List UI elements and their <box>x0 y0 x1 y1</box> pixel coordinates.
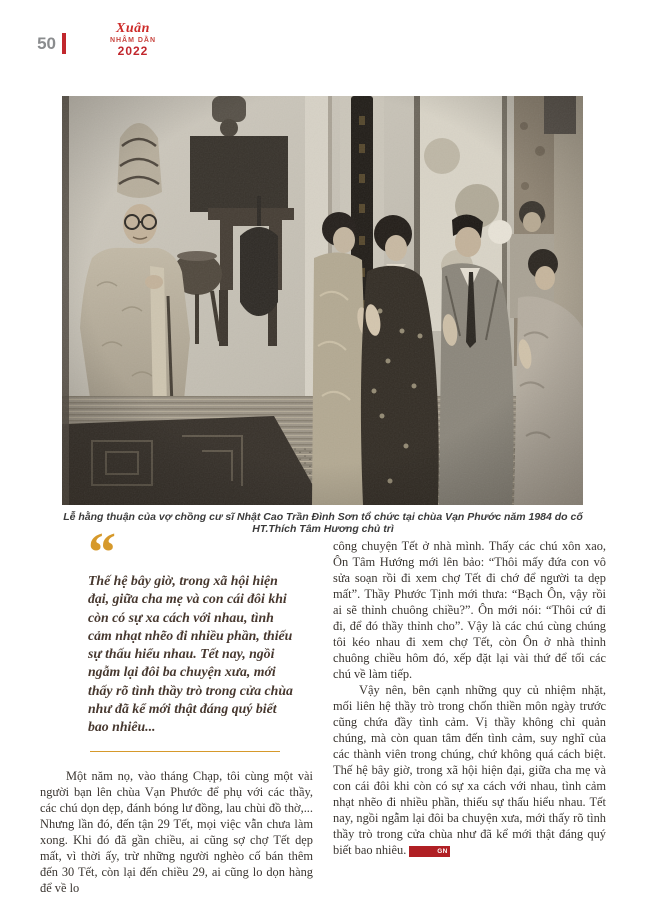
body-paragraph-right-1: công chuyện Tết ở nhà mình. Thấy các chú xôn xao, Ôn Tâm Hướng mới lên bảo: “Thôi mấy đứa con vô sửa soạn rồi đi xem chợ Tết đi chớ để người ta dẹp mất”. Thầy Phước Tịnh mới thưa: “Bạch Ôn, vậy rồi ai sẽ thỉnh chuông chiều?”. Ôn mới nói: “Thôi cứ đi đi, để đó thầy thỉnh cho”. Vậy là các chú cùng chúng tôi kéo nhau đi xem chợ Tết, còn Ôn ở nhà thỉnh chuông chiều hôm đó, xếp đặt lại vài thứ để tối các chú về làm tiếp. <box>333 539 606 681</box>
issue-logo <box>92 22 174 57</box>
quote-marks-icon: “ <box>88 522 116 584</box>
logo-year: 2022 <box>117 44 149 58</box>
body-paragraph-right-2-text: Vậy nên, bên cạnh những quy củ nhiệm nhặt, mối liên hệ thầy trò trong chốn thiền môn ngày trước cũng chứa đầy tình cảm. Vị thầy không chỉ quản chúng, mà còn quan tâm đến tình cảm, suy nghĩ của các thành viên trong chúng, chứ không quá cách biệt. Thế hệ bây giờ, trong xã hội hiện đại, giữa cha mẹ và con cái đôi khi còn có sự xa cách với nhau, tình cảm nhạt nhẽo đi nhiều phần, thiếu sự thấu hiểu nhau. Tết nay, ngồi ngẫm lại đôi ba chuyện xưa, mới thấy rõ tình thầy trò trong cửa chùa như đã kể mới thật đáng quý biết bao nhiêu. <box>333 683 606 857</box>
photo-caption: Lễ hằng thuận của vợ chồng cư sĩ Nhật Cao Trần Đình Sơn tổ chức tại chùa Vạn Phước năm 1984 do cố HT.Thích Tâm Hương chủ trì <box>63 511 583 535</box>
quote-divider <box>90 751 280 752</box>
logo-xuan: Xuân <box>116 21 150 36</box>
ceremony-photo-art <box>62 96 583 505</box>
right-column <box>333 538 606 896</box>
pull-quote-text: Thế hệ bây giờ, trong xã hội hiện đại, giữa cha mẹ và con cái đôi khi còn có sự xa cách với nhau, tình cảm nhạt nhẽo đi nhiều phần, thiếu sự thấu hiểu nhau. Tết nay, ngồi ngẫm lại đôi ba chuyện xưa, mới thấy rõ tình thầy trò trong cửa chùa như đã kể mới thật đáng quý biết bao nhiêu... <box>88 573 293 735</box>
pull-quote <box>88 522 294 752</box>
left-column <box>40 522 313 896</box>
logo-nham-dan: NHÂM DẦN <box>109 37 157 44</box>
ceremony-photo <box>62 96 583 505</box>
end-of-article-marker: GN <box>409 846 449 857</box>
page-number: 50 <box>37 34 56 53</box>
header-red-bar <box>62 33 66 54</box>
body-paragraph-right-2 <box>333 682 606 858</box>
body-paragraph-left: Một năm nọ, vào tháng Chạp, tôi cùng một vài người bạn lên chùa Vạn Phước để phụ với các thầy, các chú dọn dẹp, đánh bóng lư đồng, lau chùi đồ thờ,... Nhưng lần đó, đến tận 29 Tết, mọi việc vẫn chưa làm xong. Khi đó đã gần chiều, ai cũng sợ chợ Tết dẹp mất, vì thời ấy, trừ những người nghèo cố bán thêm đến 30 Tết, còn lại đến chiều 29, ai cũng lo dọn hàng để về lo <box>40 768 313 895</box>
